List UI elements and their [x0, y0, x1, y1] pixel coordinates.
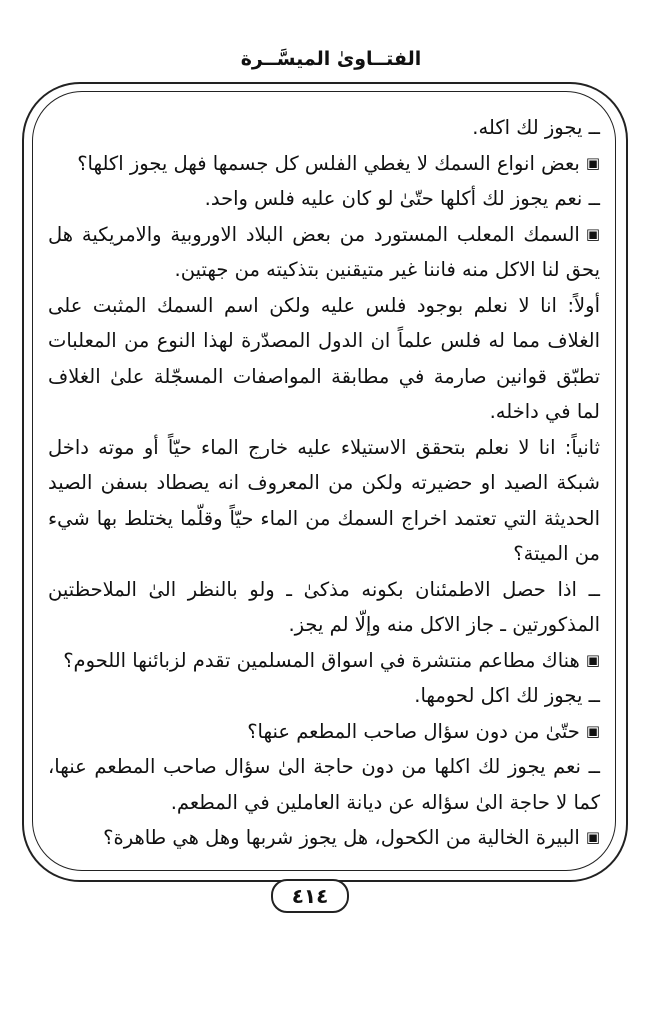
question-paragraph: ▣ هناك مطاعم منتشرة في اسواق المسلمين تقدم لزبائنها اللحوم؟ — [48, 643, 600, 679]
answer-paragraph: ــ اذا حصل الاطمئنان بكونه مذكىٰ ـ ولو بالنظر الىٰ الملاحظتين المذكورتين ـ جاز الاكل منه وإلّا لم يجز. — [48, 577, 600, 636]
answer-paragraph: ــ يجوز لك اكله. — [472, 116, 600, 139]
answer-paragraph: ــ نعم يجوز لك اكلها من دون حاجة الىٰ سؤال صاحب المطعم عنها، كما لا حاجة الىٰ سؤاله عن ديانة العاملين في المطعم. — [48, 755, 600, 814]
page-number: ٤١٤ — [271, 879, 349, 913]
page-header: الفتــاوىٰ الميسَّــرة — [240, 48, 422, 70]
question-paragraph: ▣ السمك المعلب المستورد من بعض البلاد الاوروبية والامريكية هل يحق لنا الاكل منه فاننا غير متيقنين بتذكيته من جهتين. — [48, 217, 600, 288]
answer-paragraph: ــ نعم يجوز لك أكلها حتّىٰ لو كان عليه فلس واحد. — [204, 187, 600, 210]
body-text — [48, 110, 600, 856]
answer-paragraph: ــ يجوز لك اكل لحومها. — [414, 684, 600, 707]
text-paragraph: ثانياً: انا لا نعلم بتحقق الاستيلاء عليه خارج الماء حيّاً أو موته داخل شبكة الصيد او حضيرته ولكن من المعروف انه يصطاد بسفن الصيد الحديثة التي تعتمد اخراج السمك من الماء حيّاً وقلّما يختلط بها شيء من الميتة؟ — [48, 435, 600, 565]
question-paragraph: ▣ البيرة الخالية من الكحول، هل يجوز شربها وهل هي طاهرة؟ — [48, 820, 600, 856]
text-paragraph: أولاً: انا لا نعلم بوجود فلس عليه ولكن اسم السمك المثبت على الغلاف مما له فلس علماً ان الدول المصدّرة لهذا النوع من المعلبات تطبّق قوانين صارمة في مطابقة المواصفات المسجّلة علىٰ الغلاف لما في داخله. — [48, 293, 600, 423]
question-paragraph: ▣ حتّىٰ من دون سؤال صاحب المطعم عنها؟ — [48, 714, 600, 750]
question-paragraph: ▣ بعض انواع السمك لا يغطي الفلس كل جسمها فهل يجوز اكلها؟ — [48, 146, 600, 182]
